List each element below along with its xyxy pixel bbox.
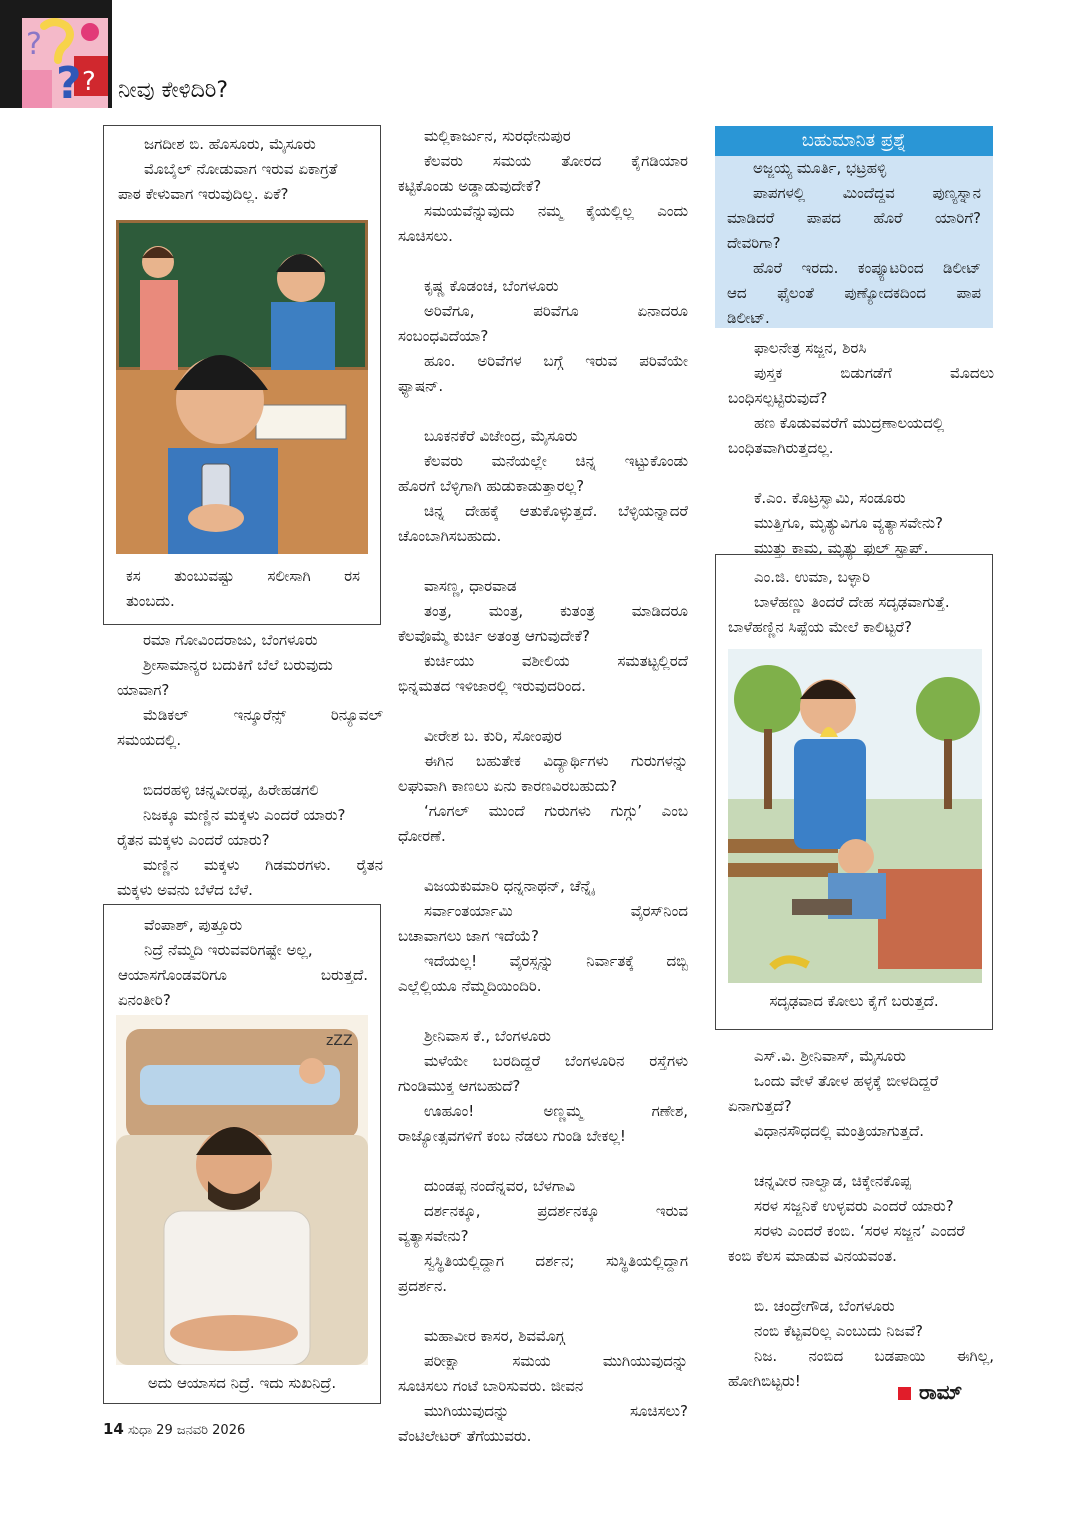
asker-name: ಬಿ. ಚಂದ್ರೇಗೌಡ, ಬೆಂಗಳೂರು [754,1297,895,1315]
question-text: ಶ್ರೀಸಾಮಾನ್ಯರ ಬದುಕಿಗೆ ಬೆಲೆ ಬರುವುದು [143,656,333,674]
question-text: ಹೊರಗೆ ಬೆಳ್ಳಿಗಾಗಿ ಹುಡುಕಾಡುತ್ತಾರಲ್ಲ? [398,477,585,495]
page-number: 14 [103,1420,124,1438]
question-text: ಮುತ್ತಿಗೂ, ಮೃತ್ಯುವಿಗೂ ವ್ಯತ್ಯಾಸವೇನು? [754,514,944,532]
question-text: ನಂಬಿ ಕೆಟ್ಟವರಿಲ್ಲ ಎಂಬುದು ನಿಜವೆ? [754,1322,923,1340]
question-text: ಬಂಧಿಸಲ್ಪಟ್ಟಿರುವುದೆ? [728,389,828,407]
answer-text: ಧೋರಣೆ. [398,827,446,845]
question-text: ಗುಂಡಿಮುಕ್ತ ಆಗಬಹುದೆ? [398,1077,521,1095]
answer-text: ಸರಳು ಎಂದರೆ ಕಂಬಿ. ‘ಸರಳ ಸಜ್ಜನ’ ಎಂದರೆ [754,1222,965,1240]
svg-text:?: ? [56,58,82,108]
svg-text:zZZ: zZZ [326,1033,353,1049]
question-text: ದೇವರಿಗಾ? [727,234,781,252]
featured-question-box [715,126,993,328]
answer-text: ಸಮಯವೆನ್ನುವುದು ನಮ್ಮ ಕೈಯಲ್ಲಿಲ್ಲ ಎಂದು [424,202,688,220]
answer-text: ಹೂಂ. ಅರಿವೆಗಳ ಬಗ್ಗೆ ಇರುವ ಪರಿವೆಯೇ [424,352,688,370]
question-text: ಈಗಿನ ಬಹುತೇಕ ವಿದ್ಯಾರ್ಥಿಗಳು ಗುರುಗಳನ್ನು [424,752,688,770]
asker-name: ಮಹಾವೀರ ಕಾಸರ, ಶಿವಮೊಗ್ಗ [424,1327,565,1345]
question-text: ಏನಂತೀರಿ? [118,991,171,1009]
answer-text: ಹೊರೆ ಇರದು. ಕಂಪ್ಯೂಟರಿಂದ ಡಿಲೀಟ್ [753,259,981,277]
answer-text: ನಿಜ. ನಂಬಿದ ಬಡಪಾಯಿ ಈಗಿಲ್ಲ, [754,1347,994,1365]
answer-text: ಎಲ್ಲೆಲ್ಲಿಯೂ ನೆಮ್ಮದಿಯಿಂದಿರಿ. [398,977,542,995]
asker-name: ಮಲ್ಲಿಕಾರ್ಜುನ, ಸುರಧೇನುಪುರ [424,127,571,145]
answer-text: ಊಹೂಂ! ಅಣ್ಣಮ್ಮ ಗಣೇಶ, [424,1102,688,1120]
asker-name: ವಾಸಣ್ಣ, ಧಾರವಾಡ [424,577,517,595]
page-title: ನೀವು ಕೇಳಿದಿರಿ? [118,78,229,103]
svg-text:?: ? [82,67,96,97]
question-text: ಲಘುವಾಗಿ ಕಾಣಲು ಏನು ಕಾರಣವಿರಬಹುದು? [398,777,618,795]
illustration-caption: ಅದು ಆಯಾಸದ ನಿದ್ರೆ. ಇದು ಸುಖನಿದ್ರೆ. [147,1374,337,1392]
question-text: ಆಯಾಸಗೊಂಡವರಿಗೂ ಬರುತ್ತದೆ. [118,966,368,984]
question-mark-collage-icon [22,18,108,108]
question-text: ಪರೀಕ್ಷಾ ಸಮಯ ಮುಗಿಯುವುದನ್ನು [424,1352,688,1370]
question-text: ಪಾಪಗಳಲ್ಲಿ ಮಿಂದೆದ್ದವ ಪುಣ್ಯಸ್ನಾನ [753,184,981,202]
svg-text:?: ? [26,27,42,62]
answer-text: ಮಣ್ಣಿನ ಮಕ್ಕಳು ಗಿಡಮರಗಳು. ರೈತನ [143,856,383,874]
asker-name: ರಮಾ ಗೋವಿಂದರಾಜು, ಬೆಂಗಳೂರು [143,631,318,649]
question-text: ಕೆಲವೊಮ್ಮೆ ಕುರ್ಚಿ ಅತಂತ್ರ ಆಗುವುದೇಕೆ? [398,627,590,645]
question-text: ದರ್ಶನಕ್ಕೂ, ಪ್ರದರ್ಶನಕ್ಕೂ ಇರುವ [424,1202,688,1220]
qa-phalanetra [728,336,994,561]
question-text: ಕೆಲವರು ಮನೆಯಲ್ಲೇ ಚಿನ್ನ ಇಟ್ಟುಕೊಂಡು [424,452,688,470]
red-square-icon [898,1387,911,1400]
asker-name: ಫಾಲನೇತ್ರ ಸಜ್ಜನ, ಶಿರಸಿ [754,339,867,357]
author-name: ರಾಮ್ [919,1380,963,1404]
answer-text: ವಿಧಾನಸೌಧದಲ್ಲಿ ಮಂತ್ರಿಯಾಗುತ್ತದೆ. [754,1122,925,1140]
answer-text: ಸ್ವಸ್ಥಿತಿಯಲ್ಲಿದ್ದಾಗ ದರ್ಶನ; ಸುಸ್ಥಿತಿಯಲ್ಲಿದ್ದಾಗ [424,1252,688,1270]
answer-text: ಪ್ರದರ್ಶನ. [398,1277,448,1295]
question-text: ಒಂದು ವೇಳೆ ತೋಳ ಹಳ್ಳಕ್ಕೆ ಬೀಳದಿದ್ದರೆ [754,1072,939,1090]
answer-text: ಮೆಡಿಕಲ್ ಇನ್ಶೂರೆನ್ಸ್ ರಿನ್ಯೂವಲ್ [143,706,383,724]
asker-name: ಅಜ್ಜಯ್ಯ ಮೂರ್ತಿ, ಭಟ್ರಹಳ್ಳಿ [753,159,887,177]
asker-name: ವಿಜಯಕುಮಾರಿ ಧನ್ನನಾಥನ್, ಚೆನ್ನೈ [424,877,595,895]
answer-text: ರಾಜ್ಯೋತ್ಸವಗಳಿಗೆ ಕಂಬ ನೆಡಲು ಗುಂಡಿ ಬೇಕಲ್ಲ! [398,1127,626,1145]
answer-text: ಫ್ಯಾಷನ್. [398,377,444,395]
answer-text: ಹೋಗಿಬಿಟ್ಟರು! [728,1372,801,1390]
question-text: ಕೆಲವರು ಸಮಯ ತೋರದ ಕೈಗಡಿಯಾರ [424,152,688,170]
question-text: ಪಾಠ ಕೇಳುವಾಗ ಇರುವುದಿಲ್ಲ. ಏಕೆ? [118,185,289,203]
answer-text: ಮಕ್ಕಳು ಅವನು ಬೆಳೆದ ಬೆಳೆ. [117,881,253,899]
question-text: ನಿದ್ರೆ ನೆಮ್ಮದಿ ಇರುವವರಿಗಷ್ಟೇ ಅಲ್ಲ, [144,941,313,959]
qa-box-uma [715,554,993,1030]
qa-box-jagadish [103,125,381,625]
question-text: ನಿಜಕ್ಕೂ ಮಣ್ಣಿನ ಮಕ್ಕಳು ಎಂದರೆ ಯಾರು? [143,806,346,824]
question-text: ಯಾವಾಗ? [117,681,170,699]
question-text: ಸಂಬಂಧವಿದೆಯಾ? [398,327,489,345]
publication-date: ಸುಧಾ 29 ಜನವರಿ 2026 [128,1423,246,1438]
answer-text: ಇದೆಯಲ್ಲ! ವೈರಸ್ಸನ್ನು ನಿರ್ವಾತಕ್ಕೆ ದಬ್ಬಿ [424,952,688,970]
asker-name: ಚನ್ನವೀರ ನಾಲ್ವಾಡ, ಚಿಕ್ಕೇನಕೊಪ್ಪ [754,1172,911,1190]
answer-text: ಮುತ್ತು ಕಾಮ, ಮೃತ್ಯು ಫುಲ್ ಸ್ಟಾಪ್. [754,539,929,557]
author-signature [898,1380,962,1404]
asker-name: ವೀರೇಶ ಬ. ಕುರಿ, ಸೋಂಪುರ [424,727,562,745]
asker-name: ಎಸ್.ವಿ. ಶ್ರೀನಿವಾಸ್, ಮೈಸೂರು [754,1047,906,1065]
student-with-phone-illustration [116,220,368,554]
question-text: ಮಳೆಯೇ ಬರದಿದ್ದರೆ ಬೆಂಗಳೂರಿನ ರಸ್ತೆಗಳು [424,1052,688,1070]
question-text: ತಂತ್ರ, ಮಂತ್ರ, ಕುತಂತ್ರ ಮಾಡಿದರೂ [424,602,688,620]
asker-name: ದುಂಡಪ್ಪ ನಂದೆನ್ನವರ, ಬೆಳಗಾವಿ [424,1177,576,1195]
answer-text: ಹಣ ಕೊಡುವವರೆಗೆ ಮುದ್ರಣಾಲಯದಲ್ಲಿ [754,414,945,432]
answer-text: ಆದ ಫೈಲಂತೆ ಪುಣ್ಯೋದಕದಿಂದ ಪಾಪ [727,284,981,302]
qa-box-vempash [103,904,381,1404]
question-text: ಸೂಚಿಸಲು ಗಂಟೆ ಬಾರಿಸುವರು. ಜೀವನ [398,1377,584,1395]
banana-peel-slip-illustration [728,649,982,983]
question-text: ವ್ಯತ್ಯಾಸವೇನು? [398,1227,469,1245]
asker-name: ಬೂಕನಕೆರೆ ವಿಜೇಂದ್ರ, ಮೈಸೂರು [424,427,578,445]
question-text: ಬಾಳೆಹಣ್ಣು ತಿಂದರೆ ದೇಹ ಸದೃಢವಾಗುತ್ತೆ. [754,593,950,611]
question-text: ಕಟ್ಟಿಕೊಂಡು ಅಡ್ಡಾಡುವುದೇಕೆ? [398,177,542,195]
question-text: ಮಾಡಿದರೆ ಪಾಪದ ಹೊರೆ ಯಾರಿಗೆ? [727,209,981,227]
question-text: ರೈತನ ಮಕ್ಕಳು ಎಂದರೆ ಯಾರು? [117,831,270,849]
question-text: ಏನಾಗುತ್ತದೆ? [728,1097,792,1115]
question-text: ಬಾಳೆಹಣ್ಣಿನ ಸಿಪ್ಪೆಯ ಮೇಲೆ ಕಾಲಿಟ್ಟರೆ? [728,618,912,636]
answer-text: ಬಂಧಿತವಾಗಿರುತ್ತದಲ್ಲ. [728,439,834,457]
illustration-caption: ತುಂಬದು. [126,592,175,610]
question-text: ಅರಿವೆಗೂ, ಪರಿವೆಗೂ ಏನಾದರೂ [424,302,688,320]
page-footer [103,1420,245,1438]
asker-name: ಬಿದರಹಳ್ಳಿ ಚನ್ನವೀರಪ್ಪ, ಹಿರೇಹಡಗಲಿ [143,781,319,799]
answer-text: ಸೂಚಿಸಲು. [398,227,453,245]
question-text: ಸರಳ ಸಜ್ಜನಿಕೆ ಉಳ್ಳವರು ಎಂದರೆ ಯಾರು? [754,1197,954,1215]
answer-text: ‘ಗೂಗಲ್ ಮುಂದೆ ಗುರುಗಳು ಗುಗ್ಗು’ ಎಂಬ [424,802,688,820]
sleeping-men-illustration [116,1015,368,1365]
answer-text: ಕುರ್ಚಿಯು ವಶೀಲಿಯ ಸಮತಟ್ಟಲ್ಲಿರದೆ [424,652,688,670]
asker-name: ಶ್ರೀನಿವಾಸ ಕೆ., ಬೆಂಗಳೂರು [424,1027,551,1045]
answer-text: ಚೊಂಬಾಗಿಸಬಹುದು. [398,527,502,545]
answer-text: ಸಮಯದಲ್ಲಿ. [117,731,182,749]
column-2 [398,124,688,1449]
qa-rama [117,628,383,903]
answer-text: ಚಿನ್ನ ದೇಹಕ್ಕೆ ಆತುಕೊಳ್ಳುತ್ತದೆ. ಬೆಳ್ಳಿಯನ್ನಾದರೆ [424,502,688,520]
illustration-caption: ಕಸ ತುಂಬುವಷ್ಟು ಸಲೀಸಾಗಿ ರಸ [126,567,360,585]
asker-name: ಕೃಷ್ಣ ಕೊಡಂಚ, ಬೆಂಗಳೂರು [424,277,559,295]
featured-question-heading: ಬಹುಮಾನಿತ ಪ್ರಶ್ನೆ [715,126,993,156]
asker-name: ಜಗದೀಶ ಬಿ. ಹೊಸೂರು, ಮೈಸೂರು [144,135,316,153]
answer-text: ವೆಂಟಿಲೇಟರ್ ತೆಗೆಯುವರು. [398,1427,532,1445]
asker-name: ಎಂ.ಜಿ. ಉಮಾ, ಬಳ್ಳಾರಿ [754,568,871,586]
answer-text: ಭಿನ್ನಮತದ ಇಳಿಜಾರಲ್ಲಿ ಇರುವುದರಿಂದ. [398,677,586,695]
answer-text: ಕಂಬಿ ಕೆಲಸ ಮಾಡುವ ವಿನಯವಂತ. [728,1247,897,1265]
asker-name: ಕೆ.ಎಂ. ಕೊಟ್ರಸ್ವಾಮಿ, ಸಂಡೂರು [754,489,906,507]
answer-text: ಮುಗಿಯುವುದನ್ನು ಸೂಚಿಸಲು? [424,1402,688,1420]
question-text: ಮೊಬೈಲ್ ನೋಡುವಾಗ ಇರುವ ಏಕಾಗ್ರತೆ [144,160,338,178]
answer-text: ಡಿಲೀಟ್. [727,309,770,327]
asker-name: ವೆಂಪಾಶ್, ಪುತ್ತೂರು [144,916,243,934]
illustration-caption: ಸದೃಢವಾದ ಕೋಲು ಕೈಗೆ ಬರುತ್ತದೆ. [769,992,939,1010]
qa-srinivas-group [728,1044,994,1394]
question-text: ಬಚಾವಾಗಲು ಜಾಗ ಇದೆಯೆ? [398,927,539,945]
question-text: ಸರ್ವಾಂತರ್ಯಾಮಿ ವೈರಸ್‌ನಿಂದ [424,902,688,920]
question-text: ಪುಸ್ತಕ ಬಿಡುಗಡೆಗೆ ಮೊದಲು [754,364,994,382]
